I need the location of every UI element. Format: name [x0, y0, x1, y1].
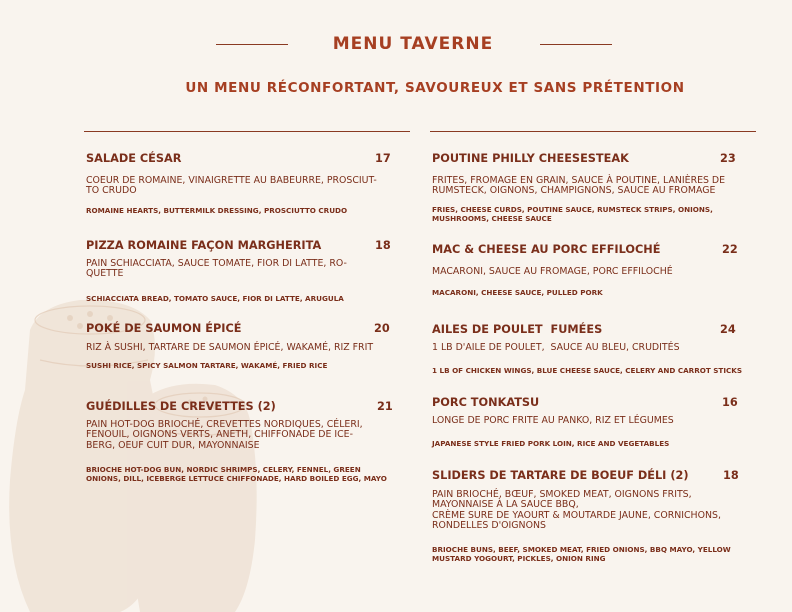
item-name: PIZZA ROMAINE FAÇON MARGHERITA — [86, 239, 322, 252]
item-description-fr: LONGE DE PORC FRITE AU PANKO, RIZ ET LÉGUMES — [432, 415, 674, 426]
menu-title: MENU TAVERNE — [332, 34, 494, 54]
item-price: 18 — [375, 239, 391, 252]
item-description-fr: 1 LB D'AILE DE POULET, SAUCE AU BLEU, CRUDITÉS — [432, 342, 680, 353]
item-description-fr: FRITES, FROMAGE EN GRAIN, SAUCE À POUTINE, LANIÈRES DE RUMSTECK, OIGNONS, CHAMPIGNONS, SAUCE AU FROMAGE — [432, 175, 726, 197]
item-name: SALADE CÉSAR — [86, 152, 182, 165]
item-description-en: SCHIACCIATA BREAD, TOMATO SAUCE, FIOR DI LATTE, ARUGULA — [86, 294, 344, 303]
item-name: PORC TONKATSU — [432, 396, 540, 409]
item-name: POKÉ DE SAUMON ÉPICÉ — [86, 322, 242, 335]
menu-subtitle: UN MENU RÉCONFORTANT, SAVOUREUX ET SANS PRÉTENTION — [185, 80, 685, 96]
item-description-fr: MACARONI, SAUCE AU FROMAGE, PORC EFFILOCHÉ — [432, 266, 673, 277]
item-name: SLIDERS DE TARTARE DE BOEUF DÉLI (2) — [432, 469, 689, 482]
item-description-fr: RIZ À SUSHI, TARTARE DE SAUMON ÉPICÉ, WAKAMÉ, RIZ FRIT — [86, 342, 374, 353]
item-name: MAC & CHEESE AU PORC EFFILOCHÉ — [432, 243, 661, 256]
item-description-en: JAPANESE STYLE FRIED PORK LOIN, RICE AND VEGETABLES — [432, 439, 670, 448]
item-price: 20 — [374, 322, 390, 335]
item-description-fr: PAIN SCHIACCIATA, SAUCE TOMATE, FIOR DI LATTE, RO- QUETTE — [86, 258, 347, 280]
item-description-en: SUSHI RICE, SPICY SALMON TARTARE, WAKAMÉ, FRIED RICE — [86, 361, 328, 370]
item-price: 24 — [720, 323, 736, 336]
item-price: 23 — [720, 152, 736, 165]
item-name: GUÉDILLES DE CREVETTES (2) — [86, 400, 276, 413]
item-price: 21 — [377, 400, 393, 413]
item-description-en: MACARONI, CHEESE SAUCE, PULLED PORK — [432, 288, 603, 297]
item-description-fr: PAIN HOT-DOG BRIOCHÉ, CREVETTES NORDIQUES, CÉLERI, FENOUIL, OIGNONS VERTS, ANETH, CHIFFONADE DE ICE- BERG, OEUF CUIT DUR, MAYONNAISE — [86, 419, 363, 451]
item-description-fr: COEUR DE ROMAINE, VINAIGRETTE AU BABEURRE, PROSCIUT- TO CRUDO — [86, 175, 377, 197]
item-price: 22 — [722, 243, 738, 256]
title-rule-right — [540, 44, 612, 45]
item-price: 17 — [375, 152, 391, 165]
item-description-en: BRIOCHE HOT-DOG BUN, NORDIC SHRIMPS, CELERY, FENNEL, GREEN ONIONS, DILL, ICEBERGE LETTUCE CHIFFONADE, HARD BOILED EGG, MAYO — [86, 465, 387, 483]
title-rule-left — [216, 44, 288, 45]
item-description-en: ROMAINE HEARTS, BUTTERMILK DRESSING, PROSCIUTTO CRUDO — [86, 206, 348, 215]
item-price: 16 — [722, 396, 738, 409]
item-description-fr: PAIN BRIOCHÉ, BŒUF, SMOKED MEAT, OIGNONS FRITS, MAYONNAISE À LA SAUCE BBQ, CRÈME SURE DE YAOURT & MOUTARDE JAUNE, CORNICHONS, RONDELLES D'OIGNONS — [432, 489, 721, 532]
column-divider-right — [430, 131, 756, 132]
item-price: 18 — [723, 469, 739, 482]
item-name: AILES DE POULET FUMÉES — [432, 323, 603, 336]
item-description-en: BRIOCHE BUNS, BEEF, SMOKED MEAT, FRIED ONIONS, BBQ MAYO, YELLOW MUSTARD YOGOURT, PICKLES, ONION RING — [432, 545, 731, 563]
item-description-en: FRIES, CHEESE CURDS, POUTINE SAUCE, RUMSTECK STRIPS, ONIONS, MUSHROOMS, CHEESE SAUCE — [432, 205, 713, 223]
column-divider-left — [84, 131, 410, 132]
item-description-en: 1 LB OF CHICKEN WINGS, BLUE CHEESE SAUCE, CELERY AND CARROT STICKS — [432, 366, 743, 375]
item-name: POUTINE PHILLY CHEESESTEAK — [432, 152, 629, 165]
